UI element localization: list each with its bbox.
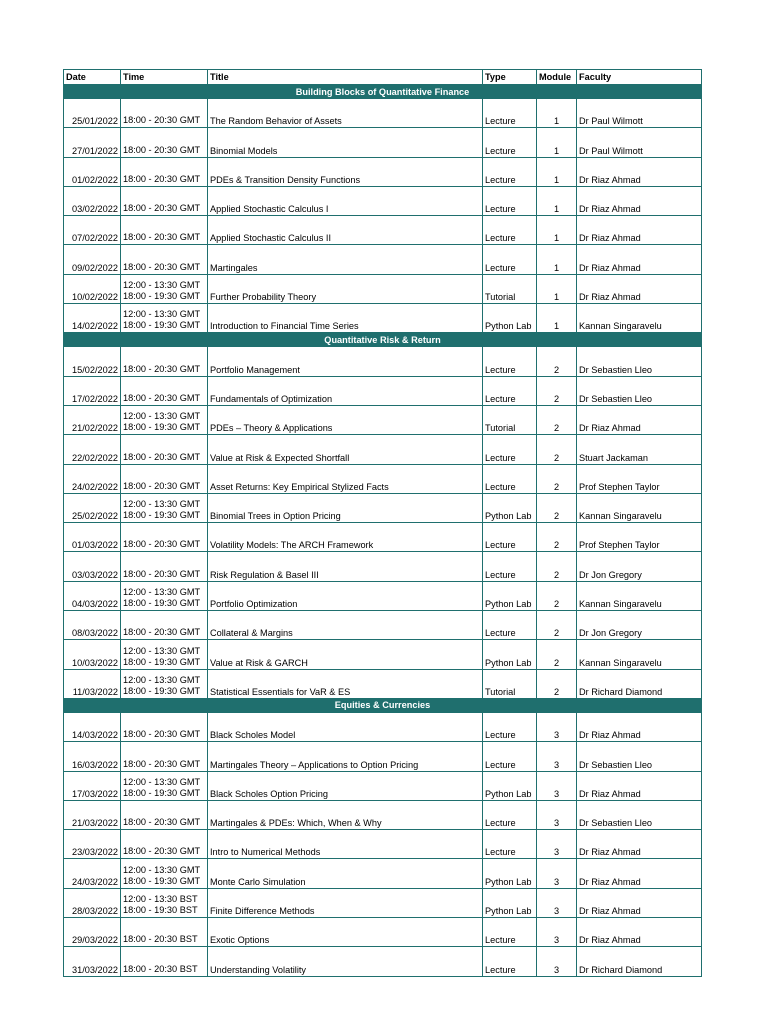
time-line: 18:00 - 20:30 GMT — [123, 817, 201, 828]
column-header-title: Title — [208, 70, 483, 85]
faculty-cell: Kannan Singaravelu — [577, 581, 702, 610]
time-cell — [121, 800, 208, 829]
module-cell: 1 — [537, 245, 577, 274]
time-line: 12:00 - 13:30 GMT — [123, 645, 201, 656]
title-cell: Fundamentals of Optimization — [208, 376, 483, 405]
time-line: 12:00 - 13:30 GMT — [123, 309, 201, 320]
title-cell: PDEs & Transition Density Functions — [208, 157, 483, 186]
module-cell: 2 — [537, 552, 577, 581]
section-title: Quantitative Risk & Return — [64, 333, 702, 347]
time-line: 12:00 - 13:30 GMT — [123, 674, 201, 685]
type-cell: Python Lab — [483, 640, 537, 669]
module-cell: 2 — [537, 669, 577, 698]
title-cell: Volatility Models: The ARCH Framework — [208, 523, 483, 552]
section-header-row — [64, 698, 702, 712]
section-title: Building Blocks of Quantitative Finance — [64, 85, 702, 99]
module-cell: 1 — [537, 128, 577, 157]
time-cell — [121, 274, 208, 303]
title-cell: Black Scholes Option Pricing — [208, 771, 483, 800]
faculty-cell: Dr Paul Wilmott — [577, 128, 702, 157]
faculty-cell: Dr Riaz Ahmad — [577, 245, 702, 274]
date-cell: 10/03/2022 — [64, 640, 121, 669]
time-line: 18:00 - 19:30 GMT — [123, 422, 201, 433]
table-row — [64, 157, 702, 186]
title-cell: Martingales & PDEs: Which, When & Why — [208, 800, 483, 829]
time-line: 12:00 - 13:30 GMT — [123, 499, 201, 510]
time-line: 18:00 - 20:30 GMT — [123, 539, 201, 550]
table-row — [64, 128, 702, 157]
table-row — [64, 552, 702, 581]
time-line: 18:00 - 19:30 GMT — [123, 291, 201, 302]
table-row — [64, 918, 702, 947]
type-cell: Lecture — [483, 742, 537, 771]
column-header-faculty: Faculty — [577, 70, 702, 85]
time-line: 18:00 - 19:30 GMT — [123, 685, 201, 696]
time-line: 18:00 - 19:30 GMT — [123, 656, 201, 667]
title-cell: Black Scholes Model — [208, 712, 483, 741]
date-cell: 01/03/2022 — [64, 523, 121, 552]
module-cell: 1 — [537, 274, 577, 303]
date-cell: 09/02/2022 — [64, 245, 121, 274]
date-cell: 11/03/2022 — [64, 669, 121, 698]
faculty-cell: Dr Riaz Ahmad — [577, 405, 702, 434]
date-cell: 10/02/2022 — [64, 274, 121, 303]
time-cell — [121, 771, 208, 800]
table-row — [64, 186, 702, 215]
module-cell: 2 — [537, 405, 577, 434]
type-cell: Python Lab — [483, 859, 537, 888]
title-cell: Applied Stochastic Calculus I — [208, 186, 483, 215]
time-line: 12:00 - 13:30 GMT — [123, 587, 201, 598]
module-cell: 2 — [537, 376, 577, 405]
table-row — [64, 493, 702, 522]
type-cell: Lecture — [483, 947, 537, 976]
date-cell: 22/02/2022 — [64, 435, 121, 464]
faculty-cell: Dr Sebastien Lleo — [577, 742, 702, 771]
time-line: 18:00 - 19:30 GMT — [123, 320, 201, 331]
faculty-cell: Dr Richard Diamond — [577, 669, 702, 698]
time-line: 18:00 - 20:30 GMT — [123, 480, 201, 491]
section-header-row — [64, 85, 702, 99]
faculty-cell: Dr Riaz Ahmad — [577, 888, 702, 917]
table-row — [64, 216, 702, 245]
title-cell: Finite Difference Methods — [208, 888, 483, 917]
faculty-cell: Stuart Jackaman — [577, 435, 702, 464]
time-line: 18:00 - 20:30 GMT — [123, 173, 201, 184]
faculty-cell: Dr Riaz Ahmad — [577, 771, 702, 800]
time-cell — [121, 245, 208, 274]
time-line: 18:00 - 20:30 GMT — [123, 846, 201, 857]
faculty-cell: Dr Paul Wilmott — [577, 99, 702, 128]
faculty-cell: Dr Riaz Ahmad — [577, 157, 702, 186]
faculty-cell: Dr Jon Gregory — [577, 611, 702, 640]
faculty-cell: Dr Riaz Ahmad — [577, 918, 702, 947]
table-row — [64, 523, 702, 552]
type-cell: Lecture — [483, 245, 537, 274]
date-cell: 04/03/2022 — [64, 581, 121, 610]
time-line: 18:00 - 20:30 GMT — [123, 568, 201, 579]
column-header-date: Date — [64, 70, 121, 85]
title-cell: Applied Stochastic Calculus II — [208, 216, 483, 245]
type-cell: Tutorial — [483, 669, 537, 698]
module-cell: 3 — [537, 859, 577, 888]
date-cell: 01/02/2022 — [64, 157, 121, 186]
column-header-type: Type — [483, 70, 537, 85]
module-cell: 3 — [537, 742, 577, 771]
faculty-cell: Dr Riaz Ahmad — [577, 186, 702, 215]
time-cell — [121, 405, 208, 434]
date-cell: 31/03/2022 — [64, 947, 121, 976]
table-row — [64, 712, 702, 741]
module-cell: 3 — [537, 947, 577, 976]
column-header-time: Time — [121, 70, 208, 85]
column-header-module: Module — [537, 70, 577, 85]
table-row — [64, 376, 702, 405]
date-cell: 28/03/2022 — [64, 888, 121, 917]
header-row — [64, 70, 702, 85]
time-cell — [121, 552, 208, 581]
time-line: 18:00 - 20:30 GMT — [123, 451, 201, 462]
type-cell: Lecture — [483, 128, 537, 157]
title-cell: Asset Returns: Key Empirical Stylized Facts — [208, 464, 483, 493]
schedule-body — [64, 85, 702, 977]
title-cell: Martingales Theory – Applications to Option Pricing — [208, 742, 483, 771]
time-line: 18:00 - 20:30 GMT — [123, 627, 201, 638]
type-cell: Python Lab — [483, 493, 537, 522]
title-cell: Binomial Trees in Option Pricing — [208, 493, 483, 522]
module-cell: 1 — [537, 216, 577, 245]
type-cell: Lecture — [483, 552, 537, 581]
time-line: 18:00 - 19:30 GMT — [123, 510, 201, 521]
time-cell — [121, 128, 208, 157]
time-cell — [121, 669, 208, 698]
type-cell: Lecture — [483, 918, 537, 947]
type-cell: Lecture — [483, 157, 537, 186]
title-cell: Risk Regulation & Basel III — [208, 552, 483, 581]
date-cell: 17/02/2022 — [64, 376, 121, 405]
type-cell: Python Lab — [483, 304, 537, 333]
title-cell: Statistical Essentials for VaR & ES — [208, 669, 483, 698]
module-cell: 2 — [537, 435, 577, 464]
table-row — [64, 859, 702, 888]
module-cell: 1 — [537, 186, 577, 215]
time-cell — [121, 581, 208, 610]
title-cell: PDEs – Theory & Applications — [208, 405, 483, 434]
type-cell: Lecture — [483, 464, 537, 493]
time-cell — [121, 493, 208, 522]
date-cell: 17/03/2022 — [64, 771, 121, 800]
faculty-cell: Dr Jon Gregory — [577, 552, 702, 581]
date-cell: 23/03/2022 — [64, 830, 121, 859]
time-line: 18:00 - 20:30 BST — [123, 963, 198, 974]
table-row — [64, 742, 702, 771]
time-line: 18:00 - 20:30 GMT — [123, 203, 201, 214]
module-cell: 2 — [537, 581, 577, 610]
time-cell — [121, 347, 208, 376]
module-cell: 2 — [537, 611, 577, 640]
time-cell — [121, 435, 208, 464]
table-row — [64, 274, 702, 303]
time-cell — [121, 464, 208, 493]
date-cell: 25/02/2022 — [64, 493, 121, 522]
type-cell: Python Lab — [483, 581, 537, 610]
type-cell: Lecture — [483, 830, 537, 859]
type-cell: Lecture — [483, 99, 537, 128]
title-cell: Portfolio Optimization — [208, 581, 483, 610]
time-cell — [121, 712, 208, 741]
time-cell — [121, 523, 208, 552]
faculty-cell: Dr Riaz Ahmad — [577, 830, 702, 859]
title-cell: Binomial Models — [208, 128, 483, 157]
module-cell: 3 — [537, 771, 577, 800]
time-cell — [121, 918, 208, 947]
type-cell: Lecture — [483, 347, 537, 376]
type-cell: Lecture — [483, 800, 537, 829]
time-line: 18:00 - 20:30 GMT — [123, 363, 201, 374]
title-cell: Value at Risk & Expected Shortfall — [208, 435, 483, 464]
section-header-row — [64, 333, 702, 347]
time-cell — [121, 304, 208, 333]
date-cell: 21/02/2022 — [64, 405, 121, 434]
type-cell: Tutorial — [483, 405, 537, 434]
time-line: 18:00 - 19:30 GMT — [123, 598, 201, 609]
time-line: 12:00 - 13:30 GMT — [123, 280, 201, 291]
faculty-cell: Dr Riaz Ahmad — [577, 216, 702, 245]
title-cell: The Random Behavior of Assets — [208, 99, 483, 128]
type-cell: Lecture — [483, 376, 537, 405]
time-line: 12:00 - 13:30 GMT — [123, 776, 201, 787]
time-line: 18:00 - 20:30 BST — [123, 934, 198, 945]
title-cell: Introduction to Financial Time Series — [208, 304, 483, 333]
faculty-cell: Dr Richard Diamond — [577, 947, 702, 976]
faculty-cell: Dr Riaz Ahmad — [577, 712, 702, 741]
time-cell — [121, 830, 208, 859]
module-cell: 2 — [537, 464, 577, 493]
table-row — [64, 888, 702, 917]
date-cell: 25/01/2022 — [64, 99, 121, 128]
table-row — [64, 347, 702, 376]
time-cell — [121, 947, 208, 976]
title-cell: Exotic Options — [208, 918, 483, 947]
type-cell: Lecture — [483, 186, 537, 215]
date-cell: 16/03/2022 — [64, 742, 121, 771]
table-row — [64, 464, 702, 493]
type-cell: Lecture — [483, 216, 537, 245]
date-cell: 21/03/2022 — [64, 800, 121, 829]
table-row — [64, 800, 702, 829]
module-cell: 1 — [537, 157, 577, 186]
date-cell: 29/03/2022 — [64, 918, 121, 947]
faculty-cell: Dr Sebastien Lleo — [577, 800, 702, 829]
module-cell: 2 — [537, 347, 577, 376]
time-line: 18:00 - 19:30 BST — [123, 905, 198, 916]
faculty-cell: Kannan Singaravelu — [577, 304, 702, 333]
title-cell: Martingales — [208, 245, 483, 274]
time-line: 18:00 - 20:30 GMT — [123, 392, 201, 403]
module-cell: 1 — [537, 99, 577, 128]
time-line: 18:00 - 20:30 GMT — [123, 232, 201, 243]
time-line: 12:00 - 13:30 GMT — [123, 864, 201, 875]
table-row — [64, 947, 702, 976]
date-cell: 27/01/2022 — [64, 128, 121, 157]
table-row — [64, 99, 702, 128]
module-cell: 2 — [537, 523, 577, 552]
section-title: Equities & Currencies — [64, 698, 702, 712]
time-line: 18:00 - 19:30 GMT — [123, 875, 201, 886]
title-cell: Collateral & Margins — [208, 611, 483, 640]
table-row — [64, 771, 702, 800]
faculty-cell: Dr Riaz Ahmad — [577, 859, 702, 888]
time-cell — [121, 888, 208, 917]
time-cell — [121, 99, 208, 128]
time-line: 18:00 - 20:30 GMT — [123, 758, 201, 769]
type-cell: Tutorial — [483, 274, 537, 303]
table-row — [64, 581, 702, 610]
date-cell: 03/02/2022 — [64, 186, 121, 215]
time-cell — [121, 742, 208, 771]
title-cell: Value at Risk & GARCH — [208, 640, 483, 669]
table-row — [64, 669, 702, 698]
time-cell — [121, 640, 208, 669]
time-cell — [121, 157, 208, 186]
table-row — [64, 640, 702, 669]
faculty-cell: Prof Stephen Taylor — [577, 523, 702, 552]
faculty-cell: Kannan Singaravelu — [577, 493, 702, 522]
module-cell: 3 — [537, 830, 577, 859]
table-row — [64, 611, 702, 640]
time-line: 18:00 - 19:30 GMT — [123, 787, 201, 798]
module-cell: 2 — [537, 640, 577, 669]
date-cell: 15/02/2022 — [64, 347, 121, 376]
faculty-cell: Kannan Singaravelu — [577, 640, 702, 669]
time-cell — [121, 859, 208, 888]
time-cell — [121, 611, 208, 640]
time-line: 18:00 - 20:30 GMT — [123, 261, 201, 272]
title-cell: Portfolio Management — [208, 347, 483, 376]
type-cell: Lecture — [483, 611, 537, 640]
module-cell: 3 — [537, 918, 577, 947]
faculty-cell: Dr Riaz Ahmad — [577, 274, 702, 303]
module-cell: 2 — [537, 493, 577, 522]
date-cell: 14/02/2022 — [64, 304, 121, 333]
table-row — [64, 435, 702, 464]
type-cell: Lecture — [483, 523, 537, 552]
time-cell — [121, 376, 208, 405]
module-cell: 1 — [537, 304, 577, 333]
time-line: 12:00 - 13:30 BST — [123, 894, 198, 905]
title-cell: Further Probability Theory — [208, 274, 483, 303]
faculty-cell: Dr Sebastien Lleo — [577, 347, 702, 376]
module-cell: 3 — [537, 888, 577, 917]
date-cell: 24/02/2022 — [64, 464, 121, 493]
table-row — [64, 405, 702, 434]
type-cell: Python Lab — [483, 771, 537, 800]
faculty-cell: Prof Stephen Taylor — [577, 464, 702, 493]
date-cell: 14/03/2022 — [64, 712, 121, 741]
time-cell — [121, 216, 208, 245]
faculty-cell: Dr Sebastien Lleo — [577, 376, 702, 405]
module-cell: 3 — [537, 712, 577, 741]
time-line: 18:00 - 20:30 GMT — [123, 115, 201, 126]
date-cell: 24/03/2022 — [64, 859, 121, 888]
time-line: 18:00 - 20:30 GMT — [123, 729, 201, 740]
table-row — [64, 245, 702, 274]
type-cell: Lecture — [483, 435, 537, 464]
table-row — [64, 830, 702, 859]
time-line: 12:00 - 13:30 GMT — [123, 411, 201, 422]
table-row — [64, 304, 702, 333]
time-cell — [121, 186, 208, 215]
type-cell: Python Lab — [483, 888, 537, 917]
date-cell: 07/02/2022 — [64, 216, 121, 245]
schedule-table — [63, 69, 702, 977]
title-cell: Intro to Numerical Methods — [208, 830, 483, 859]
date-cell: 03/03/2022 — [64, 552, 121, 581]
title-cell: Monte Carlo Simulation — [208, 859, 483, 888]
date-cell: 08/03/2022 — [64, 611, 121, 640]
title-cell: Understanding Volatility — [208, 947, 483, 976]
time-line: 18:00 - 20:30 GMT — [123, 144, 201, 155]
type-cell: Lecture — [483, 712, 537, 741]
module-cell: 3 — [537, 800, 577, 829]
